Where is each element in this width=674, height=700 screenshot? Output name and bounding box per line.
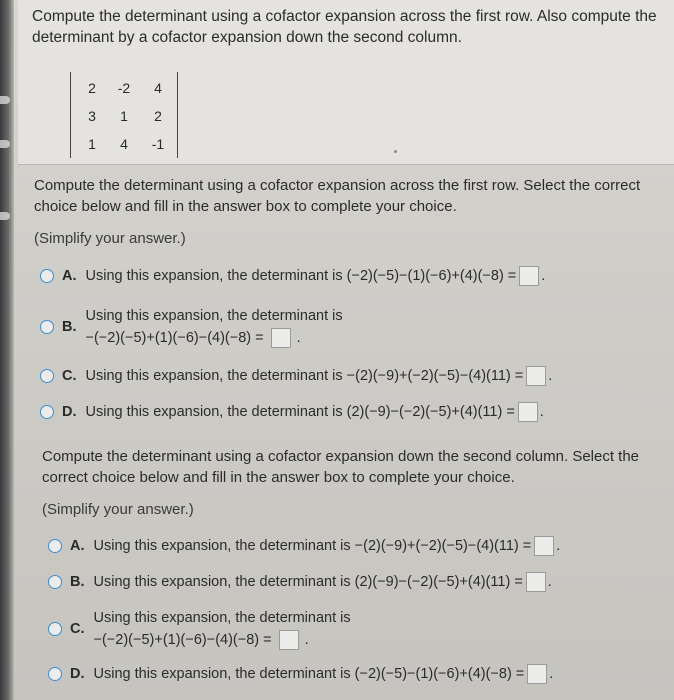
answer-box[interactable] bbox=[534, 536, 554, 556]
period: . bbox=[547, 574, 552, 590]
answer-box[interactable] bbox=[526, 366, 546, 386]
choice-letter: C. bbox=[70, 621, 85, 637]
answer-box[interactable] bbox=[271, 328, 291, 348]
radio-button[interactable] bbox=[48, 667, 62, 681]
edge-highlight bbox=[0, 96, 10, 104]
period: . bbox=[556, 538, 561, 554]
period: . bbox=[548, 368, 553, 384]
matrix-cell: -1 bbox=[151, 136, 165, 152]
question-card bbox=[18, 0, 674, 165]
period: . bbox=[549, 666, 554, 682]
edge-highlight bbox=[0, 212, 10, 220]
section-first-row bbox=[34, 175, 669, 249]
choice-text-line2 bbox=[86, 327, 343, 349]
answer-box[interactable] bbox=[279, 630, 299, 650]
radio-button[interactable] bbox=[48, 539, 62, 553]
choice-text: Using this expansion, the determinant is (2)(−9)−(−2)(−5)+(4)(11) = bbox=[93, 574, 523, 590]
matrix-row bbox=[71, 108, 177, 128]
choice-letter: D. bbox=[70, 666, 85, 682]
matrix-cell: 4 bbox=[120, 136, 128, 152]
period: . bbox=[304, 632, 309, 648]
simplify-note: (Simplify your answer.) bbox=[34, 230, 186, 247]
period: . bbox=[541, 268, 546, 284]
radio-button[interactable] bbox=[40, 405, 54, 419]
question-prompt: Compute the determinant using a cofactor expansion across the first row. Also compute the determinant by a cofactor expansion down the second column. bbox=[32, 8, 657, 46]
choice-letter: A. bbox=[62, 268, 77, 284]
question-screen bbox=[12, 0, 674, 700]
matrix-cell: 4 bbox=[154, 80, 162, 96]
radio-button[interactable] bbox=[40, 369, 54, 383]
choice-formula: −(−2)(−5)+(1)(−6)−(4)(−8) = bbox=[93, 632, 272, 648]
choice-text: Using this expansion, the determinant is −(2)(−9)+(−2)(−5)−(4)(11) = bbox=[85, 368, 524, 384]
matrix-cell: 2 bbox=[154, 108, 162, 124]
answer-box[interactable] bbox=[519, 266, 539, 286]
choice-letter: B. bbox=[62, 319, 77, 335]
choice-text-block bbox=[86, 305, 343, 349]
choice-text: Using this expansion, the determinant is (−2)(−5)−(1)(−6)+(4)(−8) = bbox=[85, 268, 517, 284]
period: . bbox=[296, 330, 301, 346]
matrix bbox=[70, 72, 178, 158]
edge-highlight bbox=[0, 140, 10, 148]
radio-button[interactable] bbox=[40, 320, 54, 334]
choice-text: Using this expansion, the determinant is bbox=[93, 610, 351, 626]
matrix-cell: 1 bbox=[88, 136, 96, 152]
matrix-cell: -2 bbox=[117, 80, 131, 96]
choice-letter: D. bbox=[62, 404, 77, 420]
choice-1c[interactable] bbox=[40, 366, 552, 386]
choice-2c[interactable] bbox=[48, 607, 351, 651]
choice-text: Using this expansion, the determinant is −(2)(−9)+(−2)(−5)−(4)(11) = bbox=[93, 538, 532, 554]
stray-dot bbox=[394, 150, 397, 153]
choice-1b[interactable] bbox=[40, 305, 343, 349]
answer-box[interactable] bbox=[526, 572, 546, 592]
choice-letter: A. bbox=[70, 538, 85, 554]
radio-button[interactable] bbox=[40, 269, 54, 283]
matrix-cell: 1 bbox=[120, 108, 128, 124]
choice-letter: C. bbox=[62, 368, 77, 384]
choice-text-block bbox=[94, 607, 351, 651]
matrix-row bbox=[71, 136, 177, 156]
matrix-cell: 3 bbox=[88, 108, 96, 124]
section-second-column bbox=[42, 446, 670, 520]
choice-text: Using this expansion, the determinant is bbox=[85, 308, 343, 324]
radio-button[interactable] bbox=[48, 622, 62, 636]
section-title: Compute the determinant using a cofactor expansion down the second column. Select the correct choice below and fill in the answer box to complete your choice. bbox=[42, 448, 640, 486]
section-title: Compute the determinant using a cofactor expansion across the first row. Select the correct choice below and fill in the answer box to complete your choice. bbox=[34, 177, 641, 215]
choice-2a[interactable] bbox=[48, 536, 560, 556]
simplify-note: (Simplify your answer.) bbox=[42, 501, 194, 518]
choice-letter: B. bbox=[70, 574, 85, 590]
period: . bbox=[539, 404, 544, 420]
radio-button[interactable] bbox=[48, 575, 62, 589]
choice-2d[interactable] bbox=[48, 664, 553, 684]
choice-text: Using this expansion, the determinant is (−2)(−5)−(1)(−6)+(4)(−8) = bbox=[93, 666, 525, 682]
choice-text-line2 bbox=[94, 629, 351, 651]
matrix-row bbox=[71, 80, 177, 100]
answer-box[interactable] bbox=[527, 664, 547, 684]
choice-2b[interactable] bbox=[48, 572, 552, 592]
matrix-cell: 2 bbox=[88, 80, 96, 96]
choice-formula: −(−2)(−5)+(1)(−6)−(4)(−8) = bbox=[85, 330, 264, 346]
choice-1d[interactable] bbox=[40, 402, 544, 422]
choice-1a[interactable] bbox=[40, 266, 545, 286]
answer-box[interactable] bbox=[518, 402, 538, 422]
choice-text: Using this expansion, the determinant is (2)(−9)−(−2)(−5)+(4)(11) = bbox=[85, 404, 515, 420]
